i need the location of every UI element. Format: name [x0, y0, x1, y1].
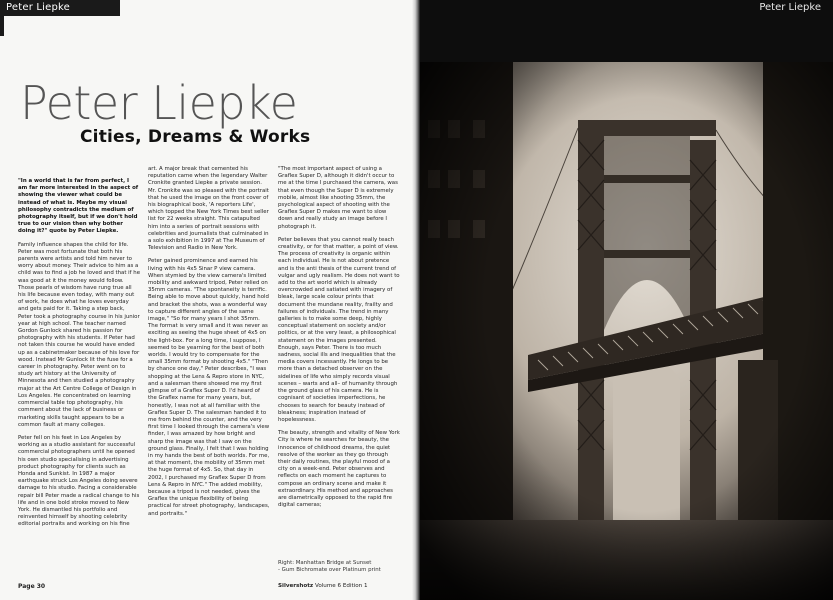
page-number: Page 30 [18, 583, 46, 590]
magazine-name: Silvershotz [278, 583, 314, 589]
paragraph: art. A major break that cemented his reputation came when the legendary Walter Cronkite granted Liepke a private session. Mr. Cronkite was so pleased with the portrait that he used the image on the front cover of his biographical book, 'A reporters Life', which topped the New York Times best seller list for 22 weeks straight. This catapulted him into a series of portrait sessions with celebrities and journalists that culminated in a solo exhibition in 1997 at The Museum of Television and Radio in New York. [148, 166, 269, 252]
page-gutter [412, 0, 420, 600]
text-column-3 [278, 166, 400, 515]
paragraph: "The most important aspect of using a Graflex Super D, although it didn't occur to me at the time I purchased the camera, was that even though the Super D is extremely mobile, almost like shooting 35mm, the psychological aspect of shooting with the Graflex Super D makes me want to slow down and really study an image before I photograph it. [278, 166, 398, 230]
left-header-label: Peter Liepke [6, 2, 71, 13]
magazine-folio [278, 583, 368, 589]
paragraph: Family influence shapes the child for life. Peter was most fortunate that both his parents were artists and told him never to worry about money. Their advice to him as a child was to find a job he loved and that if he was good at it the money would follow. Those pearls of wisdom have rung true all his life because even today, with many out of work, he does what he loves everyday and gets paid for it. Taking a step back, Peter took a photography course in his junior year at high school. The teacher named Gordon Gunlock shared his passion for photography with his students. If Peter had not taken this course he would have ended up as a cabinetmaker because of his love for wood. Instead Mr Gunlock lit the fuse for a career in photography. Peter went on to study art history at the University of Minnesota and then studied a photography major at the Art Centre College of Design in Los Angeles. He concentrated on learning commercial table top photography, his comment about the lack of business or marketing skills taught appears to be a common fault at many colleges. [18, 241, 141, 428]
right-header-label: Peter Liepke [759, 2, 821, 13]
pull-quote: "In a world that is far from perfect, I am far more interested in the aspect of showing the viewer what could be instead of what is. Maybe my visual philosophy contradicts the medium of photography itself, but if we don't hold true to our vision then why bother doing it?" quote by Peter Liepke. [18, 178, 139, 235]
text-column-1 [18, 178, 140, 535]
article-subtitle: Cities, Dreams & Works [80, 127, 311, 147]
paragraph: Peter fell on his feet in Los Angeles by working as a studio assistant for successful commercial photographers until he opened his own studio specialising in advertising product photography for clients such as Honda and Sunkist. In 1987 a major earthquake struck Los Angeles doing severe damage to his studio. Facing a considerable repair bill Peter made a radical change to his life and in one bold stroke moved to New York. He dismantled his portfolio and reinvented himself by shooting celebrity editorial portraits and working on his fine [18, 434, 140, 528]
magazine-issue: Volume 6 Edition 1 [314, 583, 368, 589]
paragraph: The beauty, strength and vitality of New York City is where he searches for beauty, the innocence of childhood dreams, the quiet resolve of the worker as they go through their daily routines, the playful mood of a city on a week-end. Peter observes and reflects on each moment he captures to compose an ordinary scene and make it extraordinary. His method and approaches are diametrically opposed to the rapid fire digital cameras; [278, 430, 400, 509]
article-title: Peter Liepke [20, 76, 298, 130]
right-page [418, 0, 833, 600]
text-column-2 [148, 166, 270, 524]
manhattan-bridge-photo [418, 0, 833, 600]
paragraph: Peter gained prominence and earned his living with his 4x5 Sinar P view camera. When stymied by the view camera's limited mobility and awkward tripod, Peter relied on 35mm cameras. "The spontaneity is terrific. Being able to move about quickly, hand hold and bracket the shots, was a wonderful way to capture different angles of the same image," "So for many years I shot 35mm. The format is very small and it was never as exciting as seeing the huge sheet of 4x5 on the light-box. For a long time, I suppose, I seemed to be yearning for the best of both worlds. I would try to compensate for the small 35mm format by shooting 4x5." "Then by chance one day," Peter describes, "I was shopping at the Lens & Repro store in NYC, and a salesman there showed me my first glimpse of a Graflex Super D. I'd heard of the Graflex name for many years, but, honestly, I was not at all familiar with the Graflex Super D. The salesman handed it to me from behind the counter, and the very first time I looked through the camera's view finder, I was amazed by how bright and sharp the image was that I saw on the ground glass. Finally, I felt that I was holding in my hands the best of both worlds. For me, at that moment, the mobility of 35mm met the huge format of 4x5. So, that day in 2002, I purchased my Graflex Super D from Lens & Repro in NYC." The added mobility, because a tripod is not needed, gives the Graflex the unique flexibility of being practical for street photography, landscapes, and portraits." [148, 258, 270, 517]
paragraph: Peter believes that you cannot really teach creativity, or for that matter, a point of view. The process of creativity is organic within each individual. He is not about pretence and is the anti thesis of the current trend of vulgar and ugly realism. He does not want to add to the art world which is already overcrowded and satiated with imagery of bleak, large scale colour prints that document the mundane reality, frailty and failures of individuals. The trend in many galleries is to make some deep, highly conceptual statement on society and/or politics, or at the very least, a philosophical statement on the images presented. Enough, says Peter. There is too much sadness, social ills and inequalities that the media covers incessantly. He longs to be more than a detached observer on the sidelines of life who simply records visual scenes – warts and all– of humanity through the ground glass of his camera. He is cognisant of societies imperfections, he chooses to search for beauty instead of bleakness; inspiration instead of hopelessness. [278, 236, 400, 423]
caption-line-2: - Gum Bichromate over Platinum print [278, 567, 381, 573]
right-header-tab [753, 0, 833, 16]
caption-line-1: Right: Manhattan Bridge at Sunset [278, 560, 372, 566]
left-header-spine [0, 16, 4, 36]
left-header-tab [0, 0, 120, 16]
photo-caption [278, 560, 418, 574]
